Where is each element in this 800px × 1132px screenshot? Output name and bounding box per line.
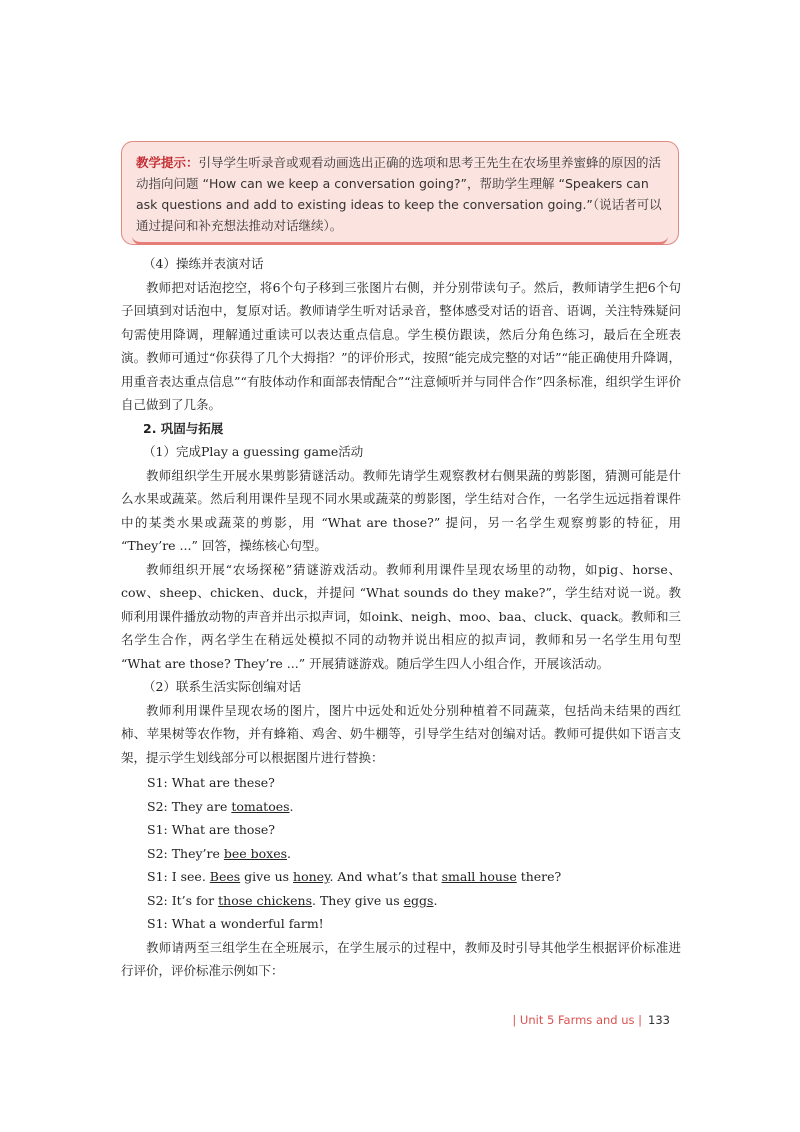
section-2-heading: 2. 巩固与拓展 [143,420,224,436]
dialogue-line: S1: I see. Bees give us honey. And what’s that small house there? [147,869,562,884]
section-4-heading: （4）操练并表演对话 [143,256,264,271]
tip-text: 引导学生听录音或观看动画选出正确的选项和思考王先生在农场里养蜜蜂的原因的活动指向问题 “How can we keep a conversation going?”，帮助学生理解 “Speakers can ask questions and add to existing ideas to keep the conversation going.”（说话者可以通过提问和补充想法推动对话继续）。 [136,155,662,233]
page-number: 133 [648,1013,670,1027]
paragraph-evaluation: 教师请两至三组学生在全班展示，在学生展示的过程中，教师及时引导其他学生根据评价标准进行评价，评价标准示例如下： [121,939,681,978]
tip-label: 教学提示： [136,155,199,170]
subsection-1-heading: （1）完成Play a guessing game活动 [143,444,364,459]
footer-unit-label: | Unit 5 Farms and us | [512,1013,643,1027]
paragraph-farm-game: 教师组织开展“农场探秘”猜谜游戏活动。教师利用课件呈现农场里的动物，如pig、horse、cow、sheep、chicken、duck，并提问 “What sounds do they make?”，学生结对说一说。教师利用课件播放动物的声音并出示拟声词，如oink、neigh、moo、baa、cluck、quack。教师和三名学生合作，两名学生在稍远处模拟不同的动物并说出相应的拟声词，教师和另一名学生用句型 “What are those? They’re ...” 开展猜谜游戏。随后学生四人小组合作，开展该活动。 [121,561,681,671]
dialogue-line: S1: What are these? [147,775,275,790]
teaching-tip-box [121,141,679,245]
dialogue-example [121,771,681,936]
main-content [121,252,681,983]
dialogue-line: S2: They are tomatoes. [147,798,294,814]
dialogue-line: S1: What are those? [147,822,275,837]
paragraph-create-dialogue: 教师利用课件呈现农场的图片，图片中远处和近处分别种植着不同蔬菜，包括尚未结果的西红柿、苹果树等农作物，并有蜂箱、鸡舍、奶牛棚等，引导学生结对创编对话。教师可提供如下语言支架，提示学生划线部分可以根据图片进行替换： [121,702,681,765]
dialogue-line: S2: They’re bee boxes. [147,845,292,861]
section-4-paragraph: 教师把对话泡挖空，将6个句子移到三张图片右侧，并分别带读句子。然后，教师请学生把6个句子回填到对话泡中，复原对话。教师请学生听对话录音，整体感受对话的语音、语调，关注特殊疑问句需使用降调，理解通过重读可以表达重点信息。学生模仿跟读，然后分角色练习，最后在全班表演。教师可通过“你获得了几个大拇指？”的评价形式，按照“能完成完整的对话”“能正确使用升降调，用重音表达重点信息”“有肢体动作和面部表情配合”“注意倾听并与同伴合作”四条标准，组织学生评价自己做到了几条。 [121,279,681,412]
subsection-2-heading: （2）联系生活实际创编对话 [143,679,301,694]
tip-box-bottom-bar [132,236,668,245]
dialogue-line: S1: What a wonderful farm! [147,916,324,931]
paragraph-guessing-silhouettes: 教师组织学生开展水果剪影猜谜活动。教师先请学生观察教材右侧果蔬的剪影图，猜测可能是什么水果或蔬菜。然后利用课件呈现不同水果或蔬菜的剪影图，学生结对合作，一名学生远远指着课件中的某类水果或蔬菜的剪影，用 “What are those?” 提问，另一名学生观察剪影的特征，用 “They’re ...” 回答，操练核心句型。 [121,467,681,553]
dialogue-line: S2: It’s for those chickens. They give us eggs. [147,892,438,908]
page-footer [470,1013,670,1027]
